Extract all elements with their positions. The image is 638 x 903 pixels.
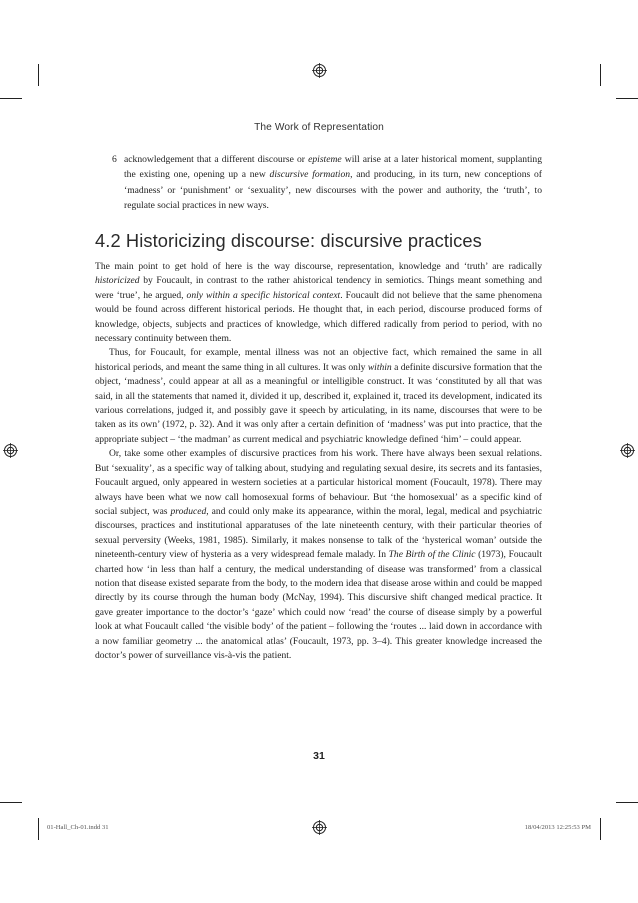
crop-mark — [616, 98, 638, 99]
crop-mark — [0, 98, 22, 99]
section-heading: 4.2 Historicizing discourse: discursive practices — [95, 230, 482, 251]
running-head: The Work of Representation — [254, 122, 384, 133]
paragraph: The main point to get hold of here is the way discourse, representation, knowledge and ‘truth’ are radically historicized by Foucault, in contrast to the rather ahistorical tendency in semiotics. Things meant something and were ‘true’, he argued, only within a specific historical context. Foucault did not believe that the same phenomena would be found across different historical periods. He thought that, in each period, discourse produced forms of knowledge, objects, subjects and practices of knowledge, which differed radically from period to period, with no necessary continuity between them. — [95, 261, 542, 345]
crop-mark — [616, 802, 638, 803]
italic-run: discursive formation — [269, 169, 351, 181]
registration-mark-icon — [312, 820, 327, 835]
list-item-number: 6 — [112, 154, 117, 165]
registration-mark-icon — [620, 443, 635, 458]
crop-mark — [0, 802, 22, 803]
crop-mark — [38, 818, 39, 840]
italic-run: episteme — [308, 154, 342, 165]
italic-run: The Birth of the Clinic — [388, 549, 476, 561]
italic-run: produced — [170, 505, 207, 517]
page-number: 31 — [313, 750, 325, 762]
crop-mark — [38, 64, 39, 86]
numbered-list — [112, 152, 542, 214]
print-slug-filename: 01-Hall_Ch-01.indd 31 — [47, 824, 109, 831]
body-text — [95, 260, 542, 663]
italic-run: historicized — [95, 275, 140, 287]
list-item — [112, 152, 542, 214]
registration-mark-icon — [312, 63, 327, 78]
paragraph: Thus, for Foucault, for example, mental illness was not an objective fact, which remained the same in all historical periods, and meant the same thing in all cultures. It was only within a definite discursive formation that the object, ‘madness’, could appear at all as a meaningful or intelligible construct. It was ‘constituted by all that was said, in all the statements that named it, divided it up, described it, explained it, traced its development, indicated its various correlations, judged it, and possibly gave it speech by articulating, in its name, discourses that were to be taken as its own’ (1972, p. 32). And it was only after a certain definition of ‘madness’ was put into practice, that the appropriate subject – ‘the madman’ as current medical and psychiatric knowledge defined ‘him’ – could appear. — [95, 347, 542, 445]
italic-run: only within a specific historical context — [186, 289, 341, 301]
italic-run: within — [367, 361, 392, 373]
registration-mark-icon — [3, 443, 18, 458]
crop-mark — [600, 818, 601, 840]
crop-mark — [600, 64, 601, 86]
paragraph: Or, take some other examples of discursive practices from his work. There have always been sexual relations. But ‘sexuality’, as a specific way of talking about, studying and regulating sexual desire, its secrets and its fantasies, Foucault argued, only appeared in western societies at a particular historical moment (Foucault, 1978). There may always have been what we now call homosexual forms of behaviour. But ‘the homosexual’ as a specific kind of social subject, was produced, and could only make its appearance, within the moral, legal, medical and psychiatric discourses, practices and institutional apparatuses of the late nineteenth century, with their particular theories of sexual perversity (Weeks, 1981, 1985). Similarly, it makes nonsense to talk of the ‘hysterical woman’ outside the nineteenth-century view of hysteria as a very widespread female malady. In The Birth of the Clinic (1973), Foucault charted how ‘in less than half a century, the medical understanding of disease was transformed’ from a classical notion that disease existed separate from the body, to the modern idea that disease arose within and could be mapped directly by its course through the human body (McNay, 1994). This discursive shift changed medical practice. It gave greater importance to the doctor’s ‘gaze’ which could now ‘read’ the course of disease simply by a powerful look at what Foucault called ‘the visible body’ of the patient – following the ‘routes ... laid down in accordance with a now familiar geometry ... the anatomical atlas’ (Foucault, 1973, pp. 3–4). This greater knowledge increased the doctor’s power of surveillance vis-à-vis the patient. — [95, 448, 542, 661]
print-slug-timestamp: 18/04/2013 12:25:53 PM — [524, 824, 591, 831]
list-item-text: acknowledgement that a different discourse or episteme will arise at a later historical moment, supplanting the existing one, opening up a new discursive formation, and producing, in its turn, new conceptions of ‘madness’ or ‘punishment’ or ‘sexuality’, new discourses with the power and authority, the ‘truth’, to regulate social practices in new ways. — [124, 154, 542, 212]
